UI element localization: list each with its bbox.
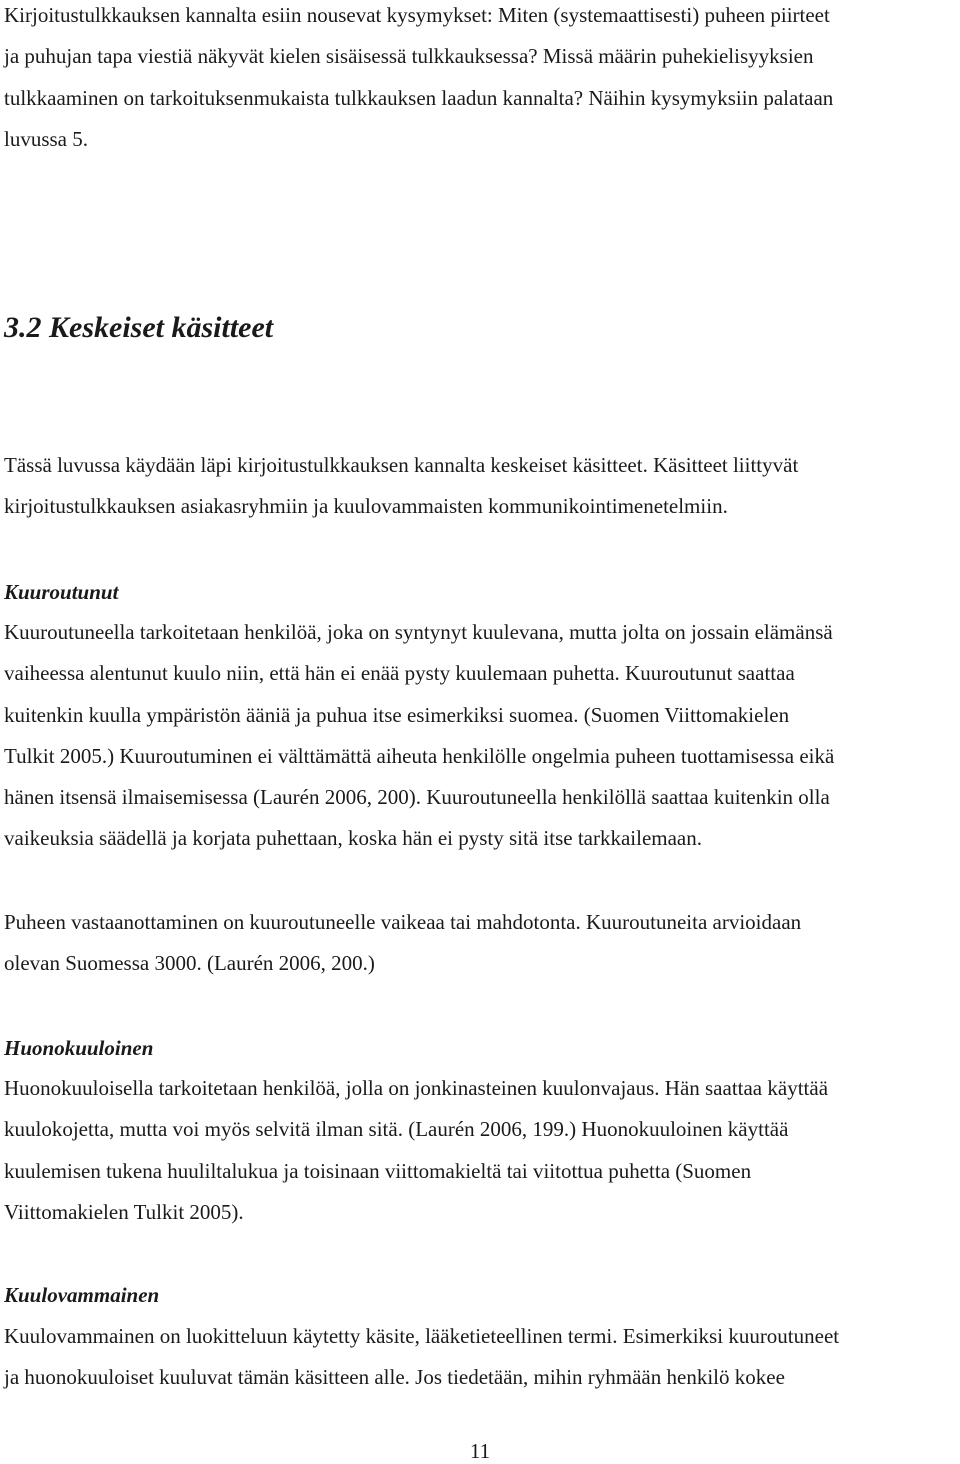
paragraph-line: tulkkaaminen on tarkoituksenmukaista tulkkauksen laadun kannalta? Näihin kysymyksiin palataan (4, 85, 834, 110)
paragraph-line: Huonokuuloisella tarkoitetaan henkilöä, jolla on jonkinasteinen kuulonvajaus. Hän saattaa käyttää (4, 1076, 829, 1100)
paragraph-line: Tässä luvussa käydään läpi kirjoitustulkkauksen kannalta keskeiset käsitteet. Käsitteet liittyvät (4, 453, 799, 477)
page-number: 11 (469, 1439, 491, 1463)
section-intro-paragraph (4, 445, 958, 528)
kuulovammainen-paragraph (4, 1316, 958, 1399)
section-heading: 3.2 Keskeiset käsitteet (4, 311, 274, 344)
paragraph-line: luvussa 5. (4, 126, 88, 151)
puheen-vastaanotto-paragraph (4, 902, 958, 985)
paragraph-line: kuulemisen tukena huuliltalukua ja toisinaan viittomakieltä tai viitottua puhetta (Suomen (4, 1158, 752, 1183)
paragraph-line: Viittomakielen Tulkit 2005). (4, 1199, 244, 1224)
paragraph-line: kirjoitustulkkauksen asiakasryhmiin ja kuulovammaisten kommunikointimenetelmiin. (4, 494, 728, 519)
paragraph-line: Tulkit 2005.) Kuuroutuminen ei välttämättä aiheuta henkilölle ongelmia puheen tuottamisessa eikä (4, 743, 835, 768)
paragraph-line: Kuulovammainen on luokitteluun käytetty käsite, lääketieteellinen termi. Esimerkiksi kuuroutuneet (4, 1324, 840, 1348)
intro-paragraph (4, 0, 958, 160)
paragraph-line: kuitenkin kuulla ympäristön ääniä ja puhua itse esimerkiksi suomea. (Suomen Viittomakielen (4, 702, 790, 727)
kuuroutunut-paragraph (4, 612, 958, 860)
huonokuuloinen-paragraph (4, 1068, 958, 1233)
paragraph-line: olevan Suomessa 3000. (Laurén 2006, 200.) (4, 951, 375, 976)
paragraph-line: kuulokojetta, mutta voi myös selvitä ilman sitä. (Laurén 2006, 199.) Huonokuuloinen käyttää (4, 1117, 789, 1142)
paragraph-line: vaikeuksia säädellä ja korjata puhettaan, koska hän ei pysty sitä itse tarkkailemaan. (4, 826, 703, 851)
paragraph-line: Kirjoitustulkkauksen kannalta esiin nousevat kysymykset: Miten (systemaattisesti) puheen piirteet (4, 3, 830, 27)
paragraph-line: ja huonokuuloiset kuuluvat tämän käsitteen alle. Jos tiedetään, mihin ryhmään henkilö kokee (4, 1365, 785, 1390)
paragraph-line: Puheen vastaanottaminen on kuuroutuneelle vaikeaa tai mahdotonta. Kuuroutuneita arvioidaan (4, 910, 802, 934)
term-heading-kuulovammainen: Kuulovammainen (4, 1283, 160, 1307)
paragraph-line: hänen itsensä ilmaisemisessa (Laurén 2006, 200). Kuuroutuneella henkilöllä saattaa kuitenkin olla (4, 785, 830, 810)
paragraph-line: ja puhujan tapa viestiä näkyvät kielen sisäisessä tulkkauksessa? Missä määrin puhekielisyyksien (4, 44, 814, 69)
term-heading-kuuroutunut: Kuuroutunut (4, 580, 119, 604)
term-heading-huonokuuloinen: Huonokuuloinen (4, 1036, 154, 1060)
paragraph-line: Kuuroutuneella tarkoitetaan henkilöä, joka on syntynyt kuulevana, mutta jolta on jossain elämänsä (4, 620, 833, 644)
paragraph-line: vaiheessa alentunut kuulo niin, että hän ei enää pysty kuulemaan puhetta. Kuuroutunut saattaa (4, 661, 795, 686)
